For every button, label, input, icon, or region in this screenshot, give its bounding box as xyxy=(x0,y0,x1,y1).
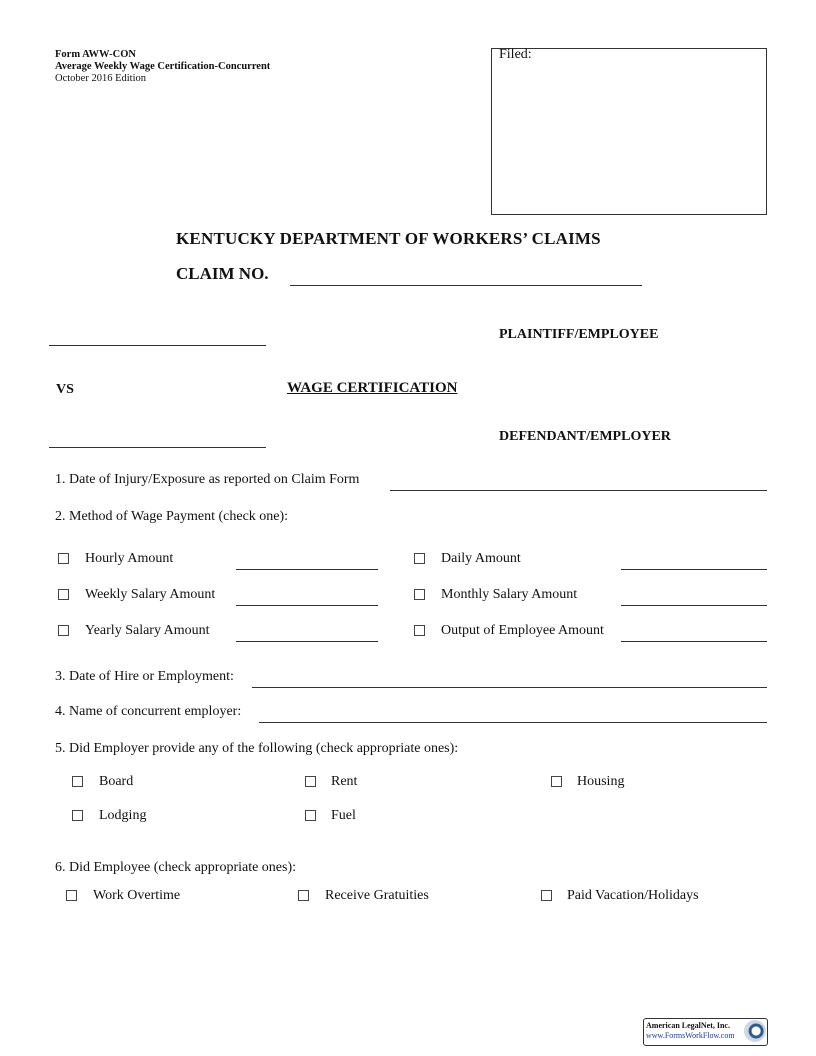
board-label: Board xyxy=(99,774,134,789)
board-checkbox[interactable] xyxy=(72,776,83,787)
defendant-label: DEFENDANT/EMPLOYER xyxy=(499,429,671,444)
lodging-label: Lodging xyxy=(99,808,147,823)
monthly-salary-field[interactable] xyxy=(621,605,767,606)
plaintiff-label: PLAINTIFF/EMPLOYEE xyxy=(499,327,659,342)
defendant-name-field[interactable] xyxy=(49,447,266,448)
weekly-salary-field[interactable] xyxy=(236,605,378,606)
question-1-label: 1. Date of Injury/Exposure as reported on Claim Form xyxy=(55,472,360,487)
question-5-label: 5. Did Employer provide any of the following (check appropriate ones): xyxy=(55,741,459,756)
badge-company-name: American LegalNet, Inc. xyxy=(646,1021,730,1030)
weekly-salary-label: Weekly Salary Amount xyxy=(85,587,216,602)
receive-gratuities-label: Receive Gratuities xyxy=(325,888,429,903)
daily-amount-label: Daily Amount xyxy=(441,551,521,566)
globe-logo-icon xyxy=(744,1020,766,1042)
filed-label: Filed: xyxy=(499,47,532,62)
weekly-salary-checkbox[interactable] xyxy=(58,589,69,600)
paid-vacation-label: Paid Vacation/Holidays xyxy=(567,888,699,903)
housing-label: Housing xyxy=(577,774,625,789)
form-edition: October 2016 Edition xyxy=(55,73,146,84)
concurrent-employer-field[interactable] xyxy=(259,722,767,723)
yearly-salary-label: Yearly Salary Amount xyxy=(85,623,210,638)
fuel-label: Fuel xyxy=(331,808,356,823)
claim-number-label: CLAIM NO. xyxy=(176,264,269,283)
hire-date-field[interactable] xyxy=(252,687,767,688)
monthly-salary-label: Monthly Salary Amount xyxy=(441,587,578,602)
work-overtime-checkbox[interactable] xyxy=(66,890,77,901)
output-amount-label: Output of Employee Amount xyxy=(441,623,604,638)
vs-label: VS xyxy=(56,382,74,397)
question-3-label: 3. Date of Hire or Employment: xyxy=(55,669,234,684)
filed-stamp-box xyxy=(491,48,767,215)
question-4-label: 4. Name of concurrent employer: xyxy=(55,704,242,719)
injury-date-field[interactable] xyxy=(390,490,767,491)
yearly-salary-checkbox[interactable] xyxy=(58,625,69,636)
hourly-amount-checkbox[interactable] xyxy=(58,553,69,564)
rent-label: Rent xyxy=(331,774,358,789)
daily-amount-checkbox[interactable] xyxy=(414,553,425,564)
daily-amount-field[interactable] xyxy=(621,569,767,570)
lodging-checkbox[interactable] xyxy=(72,810,83,821)
question-6-label: 6. Did Employee (check appropriate ones): xyxy=(55,860,297,875)
paid-vacation-checkbox[interactable] xyxy=(541,890,552,901)
work-overtime-label: Work Overtime xyxy=(93,888,181,903)
fuel-checkbox[interactable] xyxy=(305,810,316,821)
output-amount-field[interactable] xyxy=(621,641,767,642)
form-name: Average Weekly Wage Certification-Concurrent xyxy=(55,61,271,72)
hourly-amount-label: Hourly Amount xyxy=(85,551,174,566)
plaintiff-name-field[interactable] xyxy=(49,345,266,346)
page-title: KENTUCKY DEPARTMENT OF WORKERS’ CLAIMS xyxy=(176,229,601,248)
yearly-salary-field[interactable] xyxy=(236,641,378,642)
monthly-salary-checkbox[interactable] xyxy=(414,589,425,600)
question-2-label: 2. Method of Wage Payment (check one): xyxy=(55,509,289,524)
housing-checkbox[interactable] xyxy=(551,776,562,787)
claim-number-field[interactable] xyxy=(290,285,642,286)
badge-website-link[interactable]: www.FormsWorkFlow.com xyxy=(646,1031,735,1040)
form-id: Form AWW-CON xyxy=(55,49,136,60)
rent-checkbox[interactable] xyxy=(305,776,316,787)
hourly-amount-field[interactable] xyxy=(236,569,378,570)
output-amount-checkbox[interactable] xyxy=(414,625,425,636)
wage-certification-heading: WAGE CERTIFICATION xyxy=(287,380,458,396)
receive-gratuities-checkbox[interactable] xyxy=(298,890,309,901)
